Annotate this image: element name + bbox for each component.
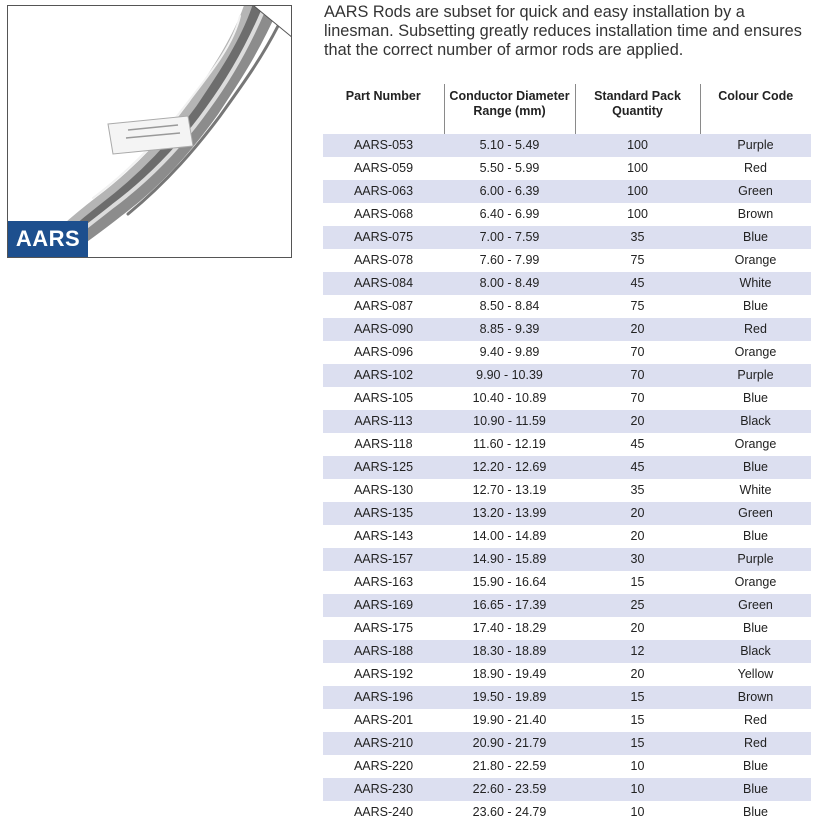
colour-code-cell: Black bbox=[700, 640, 811, 663]
table-row bbox=[323, 318, 811, 341]
diameter-range-cell: 18.90 - 19.49 bbox=[444, 663, 575, 686]
table-row bbox=[323, 709, 811, 732]
part-number-cell: AARS-096 bbox=[323, 341, 444, 364]
diameter-range-cell: 12.70 - 13.19 bbox=[444, 479, 575, 502]
colour-code-cell: Blue bbox=[700, 617, 811, 640]
diameter-range-cell: 20.90 - 21.79 bbox=[444, 732, 575, 755]
header-pack-quantity: Standard Pack Quantity bbox=[575, 84, 700, 134]
part-number-cell: AARS-084 bbox=[323, 272, 444, 295]
part-number-cell: AARS-175 bbox=[323, 617, 444, 640]
aars-badge: AARS bbox=[8, 221, 88, 257]
table-row bbox=[323, 134, 811, 157]
table-row bbox=[323, 203, 811, 226]
part-number-cell: AARS-240 bbox=[323, 801, 444, 824]
table-row bbox=[323, 364, 811, 387]
part-number-cell: AARS-201 bbox=[323, 709, 444, 732]
diameter-range-cell: 9.90 - 10.39 bbox=[444, 364, 575, 387]
table-row bbox=[323, 617, 811, 640]
table-row bbox=[323, 272, 811, 295]
colour-code-cell: White bbox=[700, 272, 811, 295]
table-row bbox=[323, 456, 811, 479]
diameter-range-cell: 16.65 - 17.39 bbox=[444, 594, 575, 617]
diameter-range-cell: 5.50 - 5.99 bbox=[444, 157, 575, 180]
part-number-cell: AARS-087 bbox=[323, 295, 444, 318]
pack-quantity-cell: 75 bbox=[575, 249, 700, 272]
diameter-range-cell: 11.60 - 12.19 bbox=[444, 433, 575, 456]
diameter-range-cell: 6.40 - 6.99 bbox=[444, 203, 575, 226]
colour-code-cell: Orange bbox=[700, 341, 811, 364]
part-number-cell: AARS-102 bbox=[323, 364, 444, 387]
diameter-range-cell: 21.80 - 22.59 bbox=[444, 755, 575, 778]
pack-quantity-cell: 15 bbox=[575, 686, 700, 709]
table-row bbox=[323, 479, 811, 502]
table-row bbox=[323, 249, 811, 272]
diameter-range-cell: 8.50 - 8.84 bbox=[444, 295, 575, 318]
pack-quantity-cell: 20 bbox=[575, 502, 700, 525]
pack-quantity-cell: 10 bbox=[575, 778, 700, 801]
diameter-range-cell: 7.60 - 7.99 bbox=[444, 249, 575, 272]
table-row bbox=[323, 548, 811, 571]
pack-quantity-cell: 45 bbox=[575, 456, 700, 479]
diameter-range-cell: 17.40 - 18.29 bbox=[444, 617, 575, 640]
table-row bbox=[323, 663, 811, 686]
table-row bbox=[323, 410, 811, 433]
table-row bbox=[323, 525, 811, 548]
diameter-range-cell: 10.90 - 11.59 bbox=[444, 410, 575, 433]
colour-code-cell: Green bbox=[700, 594, 811, 617]
pack-quantity-cell: 15 bbox=[575, 732, 700, 755]
diameter-range-cell: 12.20 - 12.69 bbox=[444, 456, 575, 479]
colour-code-cell: Red bbox=[700, 709, 811, 732]
pack-quantity-cell: 100 bbox=[575, 157, 700, 180]
colour-code-cell: Orange bbox=[700, 571, 811, 594]
colour-code-cell: Blue bbox=[700, 387, 811, 410]
diameter-range-cell: 15.90 - 16.64 bbox=[444, 571, 575, 594]
pack-quantity-cell: 70 bbox=[575, 387, 700, 410]
table-row bbox=[323, 686, 811, 709]
diameter-range-cell: 14.90 - 15.89 bbox=[444, 548, 575, 571]
table-row bbox=[323, 157, 811, 180]
part-number-cell: AARS-169 bbox=[323, 594, 444, 617]
part-number-cell: AARS-220 bbox=[323, 755, 444, 778]
pack-quantity-cell: 10 bbox=[575, 801, 700, 824]
diameter-range-cell: 7.00 - 7.59 bbox=[444, 226, 575, 249]
colour-code-cell: Green bbox=[700, 180, 811, 203]
pack-quantity-cell: 20 bbox=[575, 617, 700, 640]
header-colour-code: Colour Code bbox=[700, 84, 811, 134]
table-row bbox=[323, 732, 811, 755]
pack-quantity-cell: 70 bbox=[575, 341, 700, 364]
pack-quantity-cell: 25 bbox=[575, 594, 700, 617]
pack-quantity-cell: 20 bbox=[575, 318, 700, 341]
colour-code-cell: White bbox=[700, 479, 811, 502]
part-number-cell: AARS-196 bbox=[323, 686, 444, 709]
pack-quantity-cell: 45 bbox=[575, 272, 700, 295]
colour-code-cell: Red bbox=[700, 318, 811, 341]
part-number-cell: AARS-053 bbox=[323, 134, 444, 157]
table-body bbox=[323, 134, 811, 824]
colour-code-cell: Purple bbox=[700, 364, 811, 387]
colour-code-cell: Blue bbox=[700, 456, 811, 479]
diameter-range-cell: 10.40 - 10.89 bbox=[444, 387, 575, 410]
pack-quantity-cell: 30 bbox=[575, 548, 700, 571]
colour-code-cell: Yellow bbox=[700, 663, 811, 686]
pack-quantity-cell: 20 bbox=[575, 410, 700, 433]
header-diameter-range: Conductor Diameter Range (mm) bbox=[444, 84, 575, 134]
colour-code-cell: Purple bbox=[700, 134, 811, 157]
part-number-cell: AARS-090 bbox=[323, 318, 444, 341]
colour-code-cell: Orange bbox=[700, 433, 811, 456]
table-row bbox=[323, 387, 811, 410]
colour-code-cell: Brown bbox=[700, 686, 811, 709]
diameter-range-cell: 9.40 - 9.89 bbox=[444, 341, 575, 364]
colour-code-cell: Blue bbox=[700, 755, 811, 778]
intro-paragraph: AARS Rods are subset for quick and easy installation by a linesman. Subsetting greatly reduces installation time and ensures that the correct number of armor rods are applied. bbox=[324, 3, 802, 59]
colour-code-cell: Red bbox=[700, 157, 811, 180]
part-number-cell: AARS-063 bbox=[323, 180, 444, 203]
diameter-range-cell: 23.60 - 24.79 bbox=[444, 801, 575, 824]
part-number-cell: AARS-125 bbox=[323, 456, 444, 479]
pack-quantity-cell: 12 bbox=[575, 640, 700, 663]
table-row bbox=[323, 594, 811, 617]
part-number-cell: AARS-105 bbox=[323, 387, 444, 410]
colour-code-cell: Blue bbox=[700, 525, 811, 548]
table-header bbox=[323, 84, 811, 134]
pack-quantity-cell: 75 bbox=[575, 295, 700, 318]
pack-quantity-cell: 35 bbox=[575, 226, 700, 249]
aars-table bbox=[323, 84, 811, 824]
part-number-cell: AARS-113 bbox=[323, 410, 444, 433]
diameter-range-cell: 13.20 - 13.99 bbox=[444, 502, 575, 525]
pack-quantity-cell: 100 bbox=[575, 203, 700, 226]
part-number-cell: AARS-075 bbox=[323, 226, 444, 249]
part-number-cell: AARS-118 bbox=[323, 433, 444, 456]
pack-quantity-cell: 35 bbox=[575, 479, 700, 502]
colour-code-cell: Red bbox=[700, 732, 811, 755]
diameter-range-cell: 19.90 - 21.40 bbox=[444, 709, 575, 732]
product-photo bbox=[7, 5, 292, 258]
part-number-cell: AARS-143 bbox=[323, 525, 444, 548]
table-row bbox=[323, 433, 811, 456]
pack-quantity-cell: 10 bbox=[575, 755, 700, 778]
part-number-cell: AARS-210 bbox=[323, 732, 444, 755]
part-number-cell: AARS-135 bbox=[323, 502, 444, 525]
pack-quantity-cell: 15 bbox=[575, 709, 700, 732]
part-number-cell: AARS-068 bbox=[323, 203, 444, 226]
part-number-cell: AARS-130 bbox=[323, 479, 444, 502]
diameter-range-cell: 5.10 - 5.49 bbox=[444, 134, 575, 157]
pack-quantity-cell: 20 bbox=[575, 525, 700, 548]
table-row bbox=[323, 341, 811, 364]
colour-code-cell: Green bbox=[700, 502, 811, 525]
diameter-range-cell: 22.60 - 23.59 bbox=[444, 778, 575, 801]
part-number-cell: AARS-163 bbox=[323, 571, 444, 594]
pack-quantity-cell: 15 bbox=[575, 571, 700, 594]
table-row bbox=[323, 640, 811, 663]
diameter-range-cell: 8.00 - 8.49 bbox=[444, 272, 575, 295]
table-row bbox=[323, 571, 811, 594]
pack-quantity-cell: 45 bbox=[575, 433, 700, 456]
table-row bbox=[323, 755, 811, 778]
colour-code-cell: Orange bbox=[700, 249, 811, 272]
diameter-range-cell: 6.00 - 6.39 bbox=[444, 180, 575, 203]
diameter-range-cell: 18.30 - 18.89 bbox=[444, 640, 575, 663]
diameter-range-cell: 8.85 - 9.39 bbox=[444, 318, 575, 341]
colour-code-cell: Brown bbox=[700, 203, 811, 226]
pack-quantity-cell: 70 bbox=[575, 364, 700, 387]
table-row bbox=[323, 502, 811, 525]
colour-code-cell: Purple bbox=[700, 548, 811, 571]
table-row bbox=[323, 778, 811, 801]
table-row bbox=[323, 295, 811, 318]
part-number-cell: AARS-059 bbox=[323, 157, 444, 180]
diameter-range-cell: 14.00 - 14.89 bbox=[444, 525, 575, 548]
table-row bbox=[323, 801, 811, 824]
diameter-range-cell: 19.50 - 19.89 bbox=[444, 686, 575, 709]
table-row bbox=[323, 226, 811, 249]
pack-quantity-cell: 100 bbox=[575, 180, 700, 203]
part-number-cell: AARS-157 bbox=[323, 548, 444, 571]
colour-code-cell: Black bbox=[700, 410, 811, 433]
pack-quantity-cell: 20 bbox=[575, 663, 700, 686]
table-row bbox=[323, 180, 811, 203]
colour-code-cell: Blue bbox=[700, 778, 811, 801]
colour-code-cell: Blue bbox=[700, 226, 811, 249]
part-number-cell: AARS-188 bbox=[323, 640, 444, 663]
part-number-cell: AARS-078 bbox=[323, 249, 444, 272]
pack-quantity-cell: 100 bbox=[575, 134, 700, 157]
colour-code-cell: Blue bbox=[700, 801, 811, 824]
part-number-cell: AARS-230 bbox=[323, 778, 444, 801]
header-part-number: Part Number bbox=[345, 89, 421, 103]
colour-code-cell: Blue bbox=[700, 295, 811, 318]
part-number-cell: AARS-192 bbox=[323, 663, 444, 686]
